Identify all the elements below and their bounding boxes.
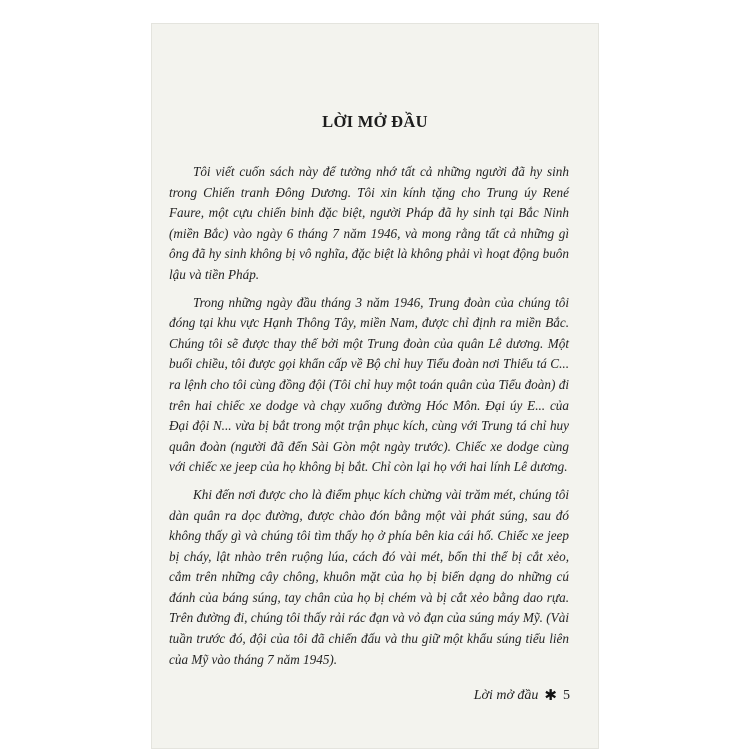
paragraph-2: Trong những ngày đầu tháng 3 năm 1946, Trung đoàn của chúng tôi đóng tại khu vực Hạnh Thông Tây, miền Nam, được chỉ định ra miền Bắc. Chúng tôi sẽ được thay thế bởi một Trung đoàn của quân Lê dương. Một buổi chiều, tôi được gọi khẩn cấp về Bộ chỉ huy Tiểu đoàn nơi Thiếu tá C... ra lệnh cho tôi cùng đồng đội (Tôi chỉ huy một toán quân của Tiểu đoàn) đi trên hai chiếc xe dodge và chạy xuống đường Hóc Môn. Đại úy E... của Đại đội N... vừa bị bắt trong một trận phục kích, cùng với Trung tá chỉ huy quân đoàn (người đã đến Sài Gòn một ngày trước). Chiếc xe dodge cùng với chiếc xe jeep của họ không bị bắt. Chỉ còn lại họ với hai lính Lê dương. [169,294,569,475]
paragraph-3: Khi đến nơi được cho là điểm phục kích chừng vài trăm mét, chúng tôi dàn quân ra dọc đường, được chào đón bằng một vài phát súng, sau đó không thấy gì và chúng tôi tìm thấy họ ở phía bên kia cái hố. Chiếc xe jeep bị cháy, lật nhào trên ruộng lúa, cách đó vài mét, bốn thi thể bị cắt xẻo, cắm trên những cây chông, khuôn mặt của họ bị biến dạng do những cú đánh của báng súng, tay chân của họ bị chém và bị cắt xẻo bằng dao rựa. Trên đường đi, chúng tôi thấy rải rác đạn và vỏ đạn của súng máy Mỹ. (Vài tuần trước đó, đội của tôi đã chiến đấu và thu giữ một khẩu súng tiểu liên của Mỹ vào tháng 7 năm 1945). [169,486,569,667]
body-text [169,162,569,677]
page-footer [474,686,570,705]
book-page [152,24,598,748]
asterisk-icon: ✱ [544,688,557,704]
paragraph-1: Tôi viết cuốn sách này để tưởng nhớ tất cả những người đã hy sinh trong Chiến tranh Đông Dương. Tôi xin kính tặng cho Trung úy René Faure, một cựu chiến binh đặc biệt, người Pháp đã hy sinh tại Bắc Ninh (miền Bắc) vào ngày 6 tháng 7 năm 1946, và mong rằng tất cả những gì ông đã hy sinh không bị vô nghĩa, đặc biệt là không phải vì hoạt động buôn lậu và tiền Pháp. [169,164,569,282]
page-number: 5 [563,687,570,703]
chapter-heading: LỜI MỞ ĐẦU [322,112,428,131]
running-footer-label: Lời mở đầu [473,687,539,703]
